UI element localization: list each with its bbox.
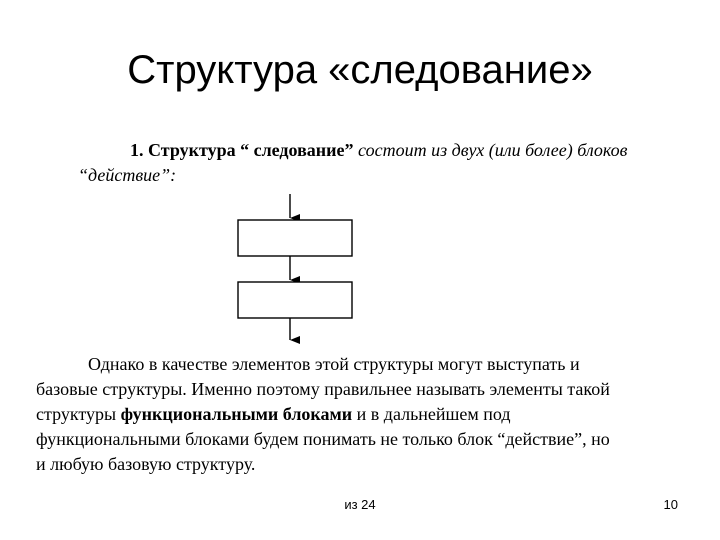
sequence-flowchart <box>230 190 360 350</box>
intro-paragraph <box>78 138 698 188</box>
body-line-5: и любую базовую структуру. <box>36 454 256 474</box>
body-line-4: функциональными блоками будем понимать не только блок “действие”, но <box>36 429 610 449</box>
slide-title: Структура «следование» <box>127 48 593 92</box>
body-line-1: Однако в качестве элементов этой структуры могут выступать и <box>88 354 580 374</box>
page-number: 10 <box>663 497 678 512</box>
intro-line-2: “действие”: <box>78 165 177 185</box>
functional-blocks-term: функциональными блоками <box>120 404 353 424</box>
body-line-3-start: структуры <box>36 404 121 424</box>
structure-name: 1. Структура “ следование” <box>130 140 354 160</box>
intro-description: состоит из двух (или более) блоков <box>353 140 628 160</box>
body-line-2: базовые структуры. Именно поэтому правильнее называть элементы такой <box>36 379 610 399</box>
action-block-2 <box>238 282 352 318</box>
action-block-1 <box>238 220 352 256</box>
body-line-3-end: и в дальнейшем под <box>352 404 511 424</box>
intro-line-1 <box>78 138 698 163</box>
body-line-3 <box>36 402 696 427</box>
body-paragraph <box>36 352 696 477</box>
slide-total-count: из 24 <box>344 497 376 512</box>
